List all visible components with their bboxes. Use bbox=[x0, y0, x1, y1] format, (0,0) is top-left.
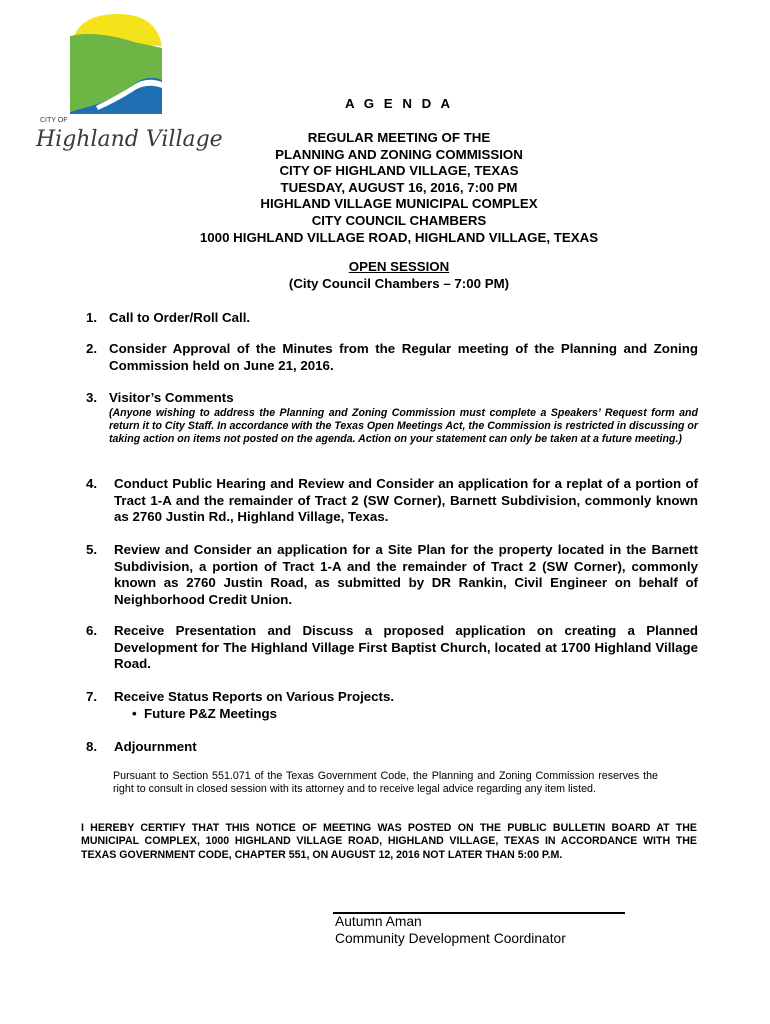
item-number: 7. bbox=[86, 689, 98, 704]
logo-name-text: Highland Village bbox=[36, 127, 223, 152]
closed-session-notice: Pursuant to Section 551.071 of the Texas Government Code, the Planning and Zoning Commission reserves the right to consult in closed session with its attorney and to receive legal advice regarding any item listed. bbox=[113, 770, 658, 795]
signer-title: Community Development Coordinator bbox=[335, 931, 566, 946]
item-text: Receive Status Reports on Various Projects. bbox=[114, 689, 395, 704]
item-number: 1. bbox=[86, 310, 98, 325]
bullet-text: Future P&Z Meetings bbox=[144, 705, 278, 721]
item-number: 3. bbox=[86, 390, 98, 405]
item-number: 5. bbox=[86, 542, 98, 557]
item-text: Consider Approval of the Minutes from the Regular meeting of the Planning and Zoning Commission held on June 21, 2016. bbox=[109, 341, 698, 373]
meeting-line: PLANNING AND ZONING COMMISSION bbox=[275, 146, 523, 162]
item-text: Adjournment bbox=[114, 739, 197, 754]
agenda-item bbox=[86, 739, 698, 756]
meeting-line: TUESDAY, AUGUST 16, 2016, 7:00 PM bbox=[280, 179, 518, 195]
agenda-item bbox=[86, 689, 698, 722]
meeting-line: CITY OF HIGHLAND VILLAGE, TEXAS bbox=[279, 163, 519, 179]
agenda-item bbox=[86, 390, 698, 446]
session-subtitle: (City Council Chambers – 7:00 PM) bbox=[288, 275, 510, 291]
agenda-item bbox=[86, 623, 698, 673]
item-number: 8. bbox=[86, 739, 98, 754]
item-text: Receive Presentation and Discuss a proposed application on creating a Planned Development for The Highland Village First Baptist Church, located at 1700 Highland Village Road. bbox=[114, 623, 698, 672]
signer-name: Autumn Aman bbox=[335, 914, 422, 929]
agenda-item bbox=[86, 542, 698, 608]
agenda-title: A G E N D A bbox=[344, 96, 454, 111]
session-title: OPEN SESSION bbox=[348, 259, 450, 274]
item-text: Call to Order/Roll Call. bbox=[109, 310, 251, 325]
meeting-line: 1000 HIGHLAND VILLAGE ROAD, HIGHLAND VILLAGE, TEXAS bbox=[199, 229, 599, 245]
item-number: 2. bbox=[86, 341, 98, 356]
item-number: 4. bbox=[86, 476, 98, 491]
posting-certification: I HEREBY CERTIFY THAT THIS NOTICE OF MEETING WAS POSTED ON THE PUBLIC BULLETIN BOARD AT THE MUNICIPAL COMPLEX, 1000 HIGHLAND VILLAGE ROAD, HIGHLAND VILLAGE, TEXAS IN ACCORDANCE WITH THE TEXAS GOVERNMENT CODE, CHAPTER 551, ON AUGUST 12, 2016 NOT LATER THAN 5:00 P.M. bbox=[81, 822, 697, 861]
agenda-item bbox=[86, 310, 698, 327]
item-text: Visitor’s Comments bbox=[109, 390, 234, 405]
item-text: Review and Consider an application for a Site Plan for the property located in the Barnett Subdivision, a portion of Tract 1-A and the remainder of Tract 2 (SW Corner), commonly known as 2760 Justin Road, as submitted by DR Rankin, Civil Engineer on behalf of Neighborhood Credit Union. bbox=[114, 542, 698, 607]
agenda-item bbox=[86, 341, 698, 374]
logo-small-text: CITY OF bbox=[40, 117, 68, 124]
meeting-line: REGULAR MEETING OF THE bbox=[307, 130, 491, 145]
meeting-info bbox=[80, 130, 718, 246]
item-number: 6. bbox=[86, 623, 98, 638]
meeting-line: CITY COUNCIL CHAMBERS bbox=[311, 212, 487, 228]
item-note: (Anyone wishing to address the Planning and Zoning Commission must complete a Speakers’ Request form and return it to City Staff. In accordance with the Texas Open Meetings Act, the Commission is restricted in discussing or taking action on items not posted on the agenda. Action on your statement can only be taken at a future meeting.) bbox=[109, 406, 698, 446]
meeting-line: HIGHLAND VILLAGE MUNICIPAL COMPLEX bbox=[260, 196, 538, 212]
bullet-item bbox=[132, 706, 698, 723]
agenda-item bbox=[86, 476, 698, 526]
session-heading bbox=[80, 259, 718, 292]
item-text: Conduct Public Hearing and Review and Consider an application for a replat of a portion of Tract 1-A and the remainder of Tract 2 (SW Corner), Barnett Subdivision, commonly known as 2760 Justin Rd., Highland Village, Texas. bbox=[114, 476, 698, 525]
bullet-dot: • bbox=[132, 705, 145, 721]
